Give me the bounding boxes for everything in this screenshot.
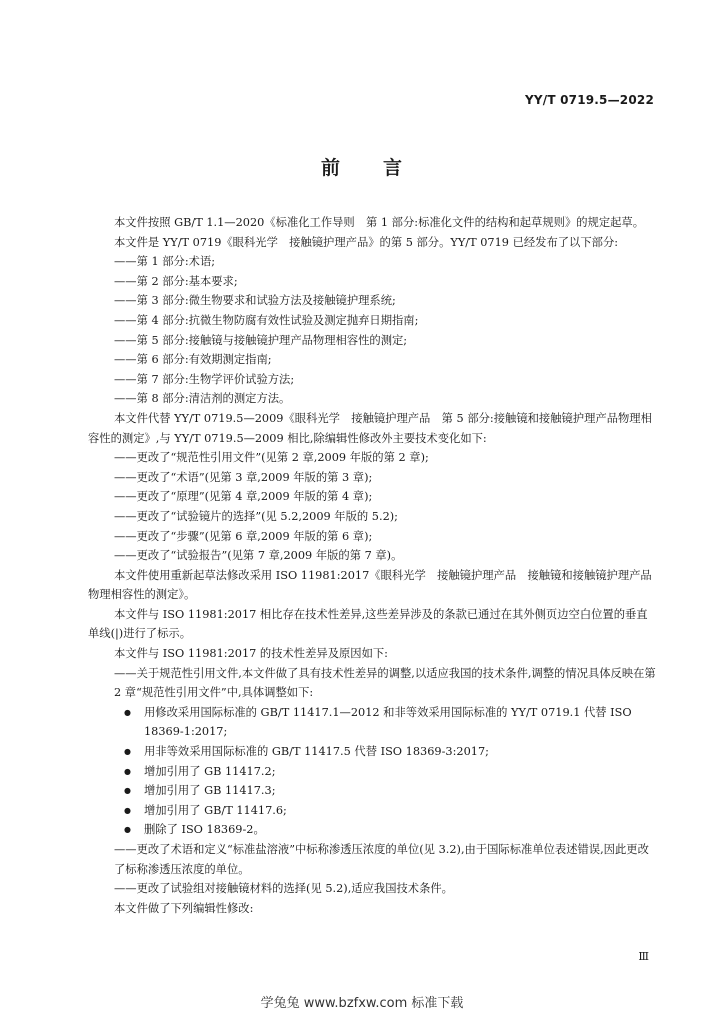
list-item-change-4: ——更改了“试验镜片的选择”(见 5.2,2009 年版的 5.2); (114, 509, 398, 523)
list-item-part-4: ——第 4 部分:抗微生物防腐有效性试验及测定抛弃日期指南; (114, 313, 419, 327)
list-item-change-5: ——更改了“步骤”(见第 6 章,2009 年版的第 6 章); (114, 529, 373, 543)
paragraph-differences-intro: 本文件与 ISO 11981:2017 的技术性差异及原因如下: (114, 647, 388, 661)
list-item-part-8: ——第 8 部分:清洁剂的测定方法。 (114, 392, 291, 406)
list-item-change-6: ——更改了“试验报告”(见第 7 章,2009 年版的第 7 章)。 (114, 549, 403, 563)
watermark-footer: 学兔兔 www.bzfxw.com 标准下载 (260, 996, 464, 1011)
list-item-part-5: ——第 5 部分:接触镜与接触镜护理产品物理相容性的测定; (114, 333, 408, 347)
list-item-part-7: ——第 7 部分:生物学评价试验方法; (114, 372, 295, 386)
paragraph-replacement: 本文件代替 YY/T 0719.5—2009《眼科光学 接触镜护理产品 第 5 部分:接触镜和接触镜护理产品物理相容性的测定》,与 YY/T 0719.5—2009 相比,除编辑性修改外主要技术变化如下: (88, 411, 652, 445)
title-char-1: 前 (320, 157, 341, 179)
title-char-2: 言 (383, 157, 404, 179)
list-item-difference-3: ——更改了试验组对接触镜材料的选择(见 5.2),适应我国技术条件。 (114, 882, 453, 896)
paragraph-drafting-rules: 本文件按照 GB/T 1.1—2020《标准化工作导则 第 1 部分:标准化文件的结构和起草规则》的规定起草。 (114, 216, 645, 229)
bullet-item-2: ● 用非等效采用国际标准的 GB/T 11417.5 代替 ISO 18369-3:2017; (88, 742, 658, 762)
page-number: Ⅲ (638, 950, 649, 963)
paragraph-editorial-changes: 本文件做了下列编辑性修改: (114, 901, 254, 915)
paragraph-series-intro: 本文件是 YY/T 0719《眼科光学 接触镜护理产品》的第 5 部分。YY/T 0719 已经发布了以下部分: (114, 235, 619, 249)
list-item-change-1: ——更改了“规范性引用文件”(见第 2 章,2009 年版的第 2 章); (114, 451, 429, 465)
bullet-item-3: ● 增加引用了 GB 11417.2; (88, 762, 658, 782)
list-item-difference-2: ——更改了术语和定义“标准盐溶液”中标称渗透压浓度的单位(见 3.2),由于国际标准单位表述错误,因此更改了标称渗透压浓度的单位。 (114, 843, 649, 876)
document-code: YY/T 0719.5—2022 (524, 93, 654, 107)
bullet-item-5: ● 增加引用了 GB/T 11417.6; (88, 801, 658, 821)
page-title (0, 153, 724, 180)
paragraph-adoption: 本文件使用重新起草法修改采用 ISO 11981:2017《眼科光学 接触镜护理产品 接触镜和接触镜护理产品物理相容性的测定》。 (88, 568, 652, 602)
list-item-part-3: ——第 3 部分:微生物要求和试验方法及接触镜护理系统; (114, 294, 396, 308)
list-item-difference-1: ——关于规范性引用文件,本文件做了具有技术性差异的调整,以适应我国的技术条件,调整的情况具体反映在第 2 章“规范性引用文件”中,具体调整如下: (114, 666, 656, 700)
bullet-item-4: ● 增加引用了 GB 11417.3; (88, 781, 658, 801)
bullet-item-6: ● 删除了 ISO 18369-2。 (88, 820, 658, 840)
list-item-change-2: ——更改了“术语”(见第 3 章,2009 年版的第 3 章); (114, 470, 373, 484)
list-item-part-1: ——第 1 部分:术语; (114, 255, 216, 269)
list-item-change-3: ——更改了“原理”(见第 4 章,2009 年版的第 4 章); (114, 490, 373, 504)
bullet-item-1: ● 用修改采用国际标准的 GB/T 11417.1—2012 和非等效采用国际标准的 YY/T 0719.1 代替 ISO 18369-1:2017; (88, 703, 658, 742)
paragraph-differences-marking: 本文件与 ISO 11981:2017 相比存在技术性差异,这些差异涉及的条款已通过在其外侧页边空白位置的垂直单线(|)进行了标示。 (88, 607, 648, 641)
list-item-part-6: ——第 6 部分:有效期测定指南; (114, 353, 272, 367)
document-body (88, 213, 658, 918)
list-item-part-2: ——第 2 部分:基本要求; (114, 274, 238, 288)
